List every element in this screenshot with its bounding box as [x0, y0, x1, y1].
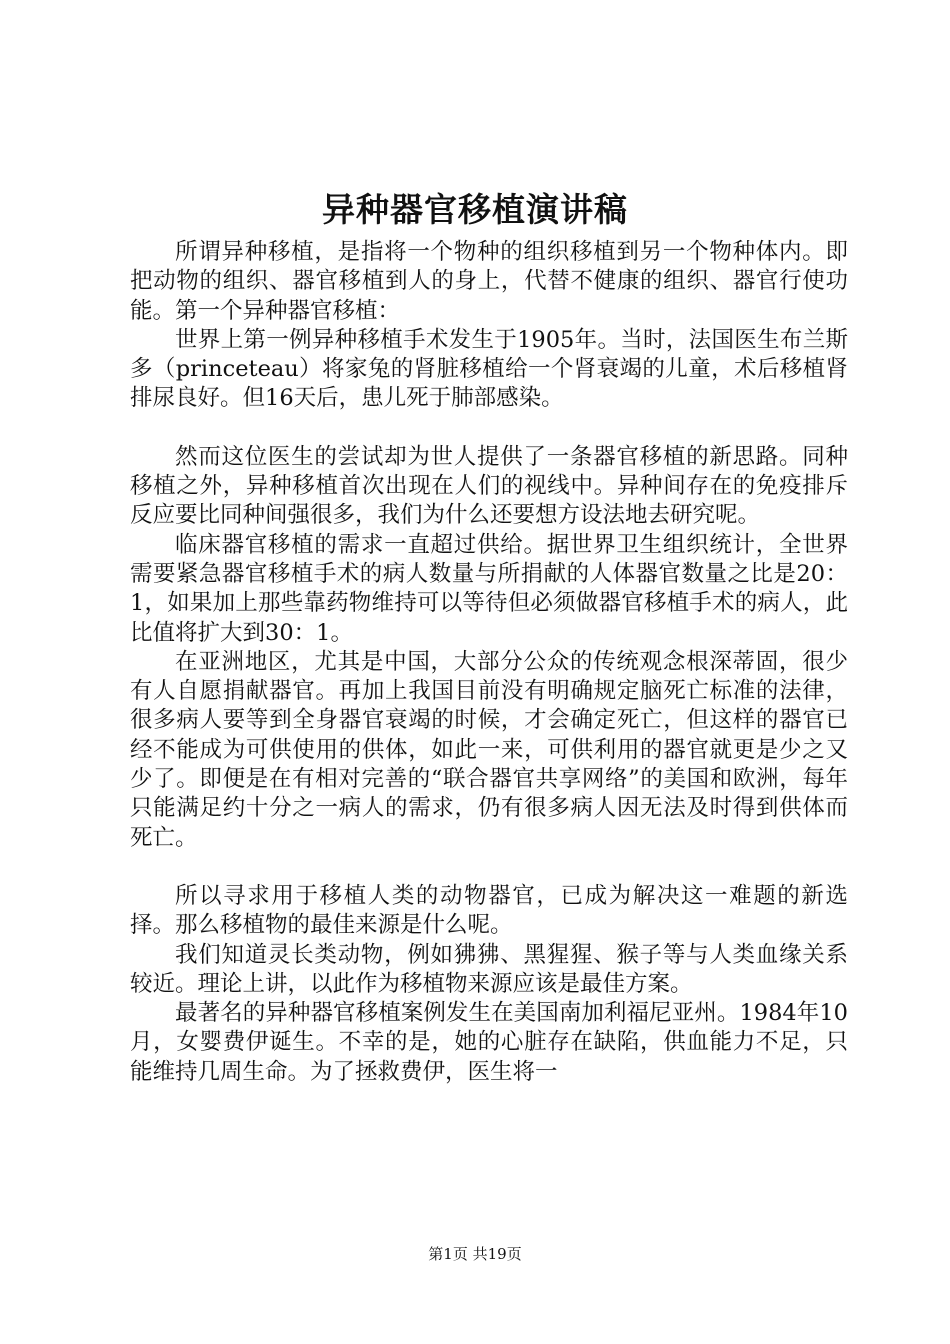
paragraph-famous-case: 最著名的异种器官移植案例发生在美国南加利福尼亚州。1984年10月，女婴费伊诞生。不幸的是，她的心脏存在缺陷，供血能力不足，只能维持几周生命。为了拯救费伊，医生将一: [130, 1000, 848, 1085]
paragraph-demand: 临床器官移植的需求一直超过供给。据世界卫生组织统计，全世界需要紧急器官移植手术的病人数量与所捐献的人体器官数量之比是20：1，如果加上那些靠药物维持可以等待但必须做器官移植手术的病人，此比值将扩大到30：1。: [130, 531, 848, 646]
document-title: 异种器官移植演讲稿: [322, 190, 628, 229]
document-body: [130, 238, 848, 1087]
paragraph-definition: 所谓异种移植，是指将一个物种的组织移植到另一个物种体内。即把动物的组织、器官移植到人的身上，代替不健康的组织、器官行使功能。第一个异种器官移植：: [130, 239, 848, 324]
page-footer: 第1页 共19页: [428, 1245, 522, 1263]
paragraph-animal-organs: 所以寻求用于移植人类的动物器官，已成为解决这一难题的新选择。那么移植物的最佳来源是什么呢。: [130, 882, 848, 939]
paragraph-asia: 在亚洲地区，尤其是中国，大部分公众的传统观念根深蒂固，很少有人自愿捐献器官。再加上我国目前没有明确规定脑死亡标准的法律，很多病人要等到全身器官衰竭的时候，才会确定死亡，但这样的器官已经不能成为可供使用的供体，如此一来，可供利用的器官就更是少之又少了。即便是在有相对完善的“联合器官共享网络”的美国和欧洲，每年只能满足约十分之一病人的需求，仍有很多病人因无法及时得到供体而死亡。: [130, 648, 848, 851]
paragraph-primates: 我们知道灵长类动物，例如狒狒、黑猩猩、猴子等与人类血缘关系较近。理论上讲，以此作为移植物来源应该是最佳方案。: [130, 941, 848, 997]
paragraph-new-idea: 然而这位医生的尝试却为世人提供了一条器官移植的新思路。同种移植之外，异种移植首次出现在人们的视线中。异种间存在的免疫排斥反应要比同种间强很多，我们为什么还要想方设法地去研究呢。: [130, 443, 848, 529]
paragraph-first-case: 世界上第一例异种移植手术发生于1905年。当时，法国医生布兰斯多（princeteau）将家兔的肾脏移植给一个肾衰竭的儿童，术后移植肾排尿良好。但16天后，患儿死于肺部感染。: [130, 326, 848, 412]
